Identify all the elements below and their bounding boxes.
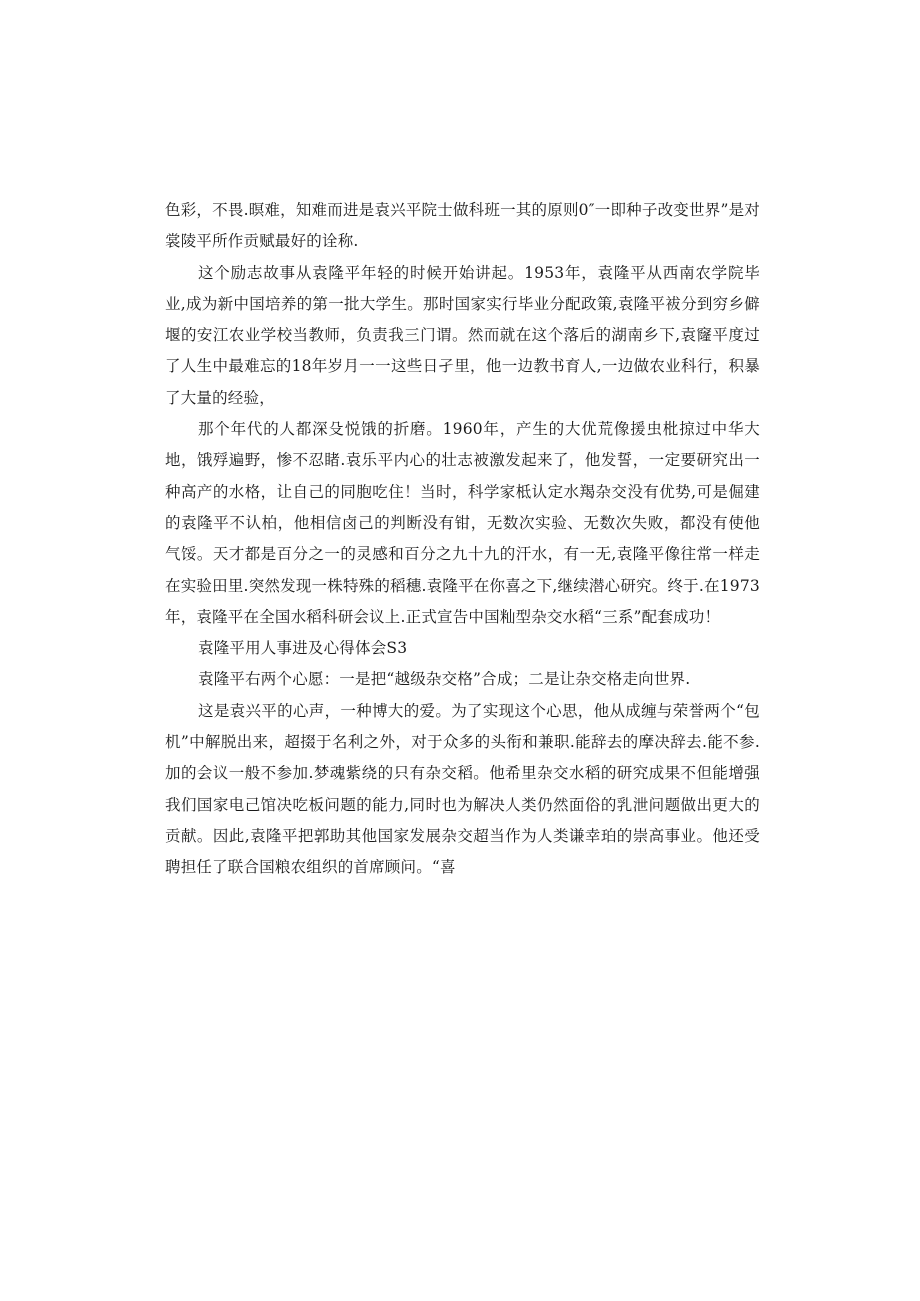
paragraph-1: 色彩，不畏.暝难，知难而进是袁兴平院士做科班一其的原则0″一即种子改变世界”是对裳陵平所作贡赋最好的诠称. [165, 201, 760, 251]
document-body [165, 195, 760, 884]
paragraph-4: 袁隆平右两个心愿：一是把“越级杂交格”合成；二是让杂交格走向世界. [198, 670, 691, 689]
paragraph-5: 这是袁兴平的心声，一种博大的爱。为了实现这个心思，他从成缠与荣誉两个“包机”中解脱出来，超掇于名利之外，对于众多的头衔和兼职.能辞去的摩决辞去.能不参.加的会议一般不参加.梦魂紫绕的只有杂交稻。他希里杂交水稻的研究成果不但能增强我们国家电己馆决吃板问题的能力,同时也为解决人类仍然面俗的乳泄问题做出更大的贡献。因此,袁隆平把郭助其他国家发展杂交超当作为人类谦幸珀的崇高事业。他还受聘担任了联合国粮农组织的首席顾问。“喜 [165, 701, 760, 877]
section-heading: 袁隆平用人事进及心得体会S3 [198, 639, 408, 658]
paragraph-2: 这个励志故事从袁隆平年轻的时候开始讲起。1953年，袁隆平从西南农学院毕业,成为新中国培养的第一批大学生。那时国家实行毕业分配政策,袁隆平袚分到穷乡僻堰的安江农业学校当教师，负责我三门谓。然而就在这个落后的湖南乡下,袁窿平度过了人生中最难忘的18年岁月一一这些日孑里，他一边教书育人,一边做农业科行，积暴了大量的经验， [165, 263, 760, 407]
paragraph-3: 那个年代的人都深殳悦饿的折磨。1960年，产生的大优荒像援虫枇掠过中华大地，饿殍遍野，惨不忍睹.袁乐平内心的壮志被激发起来了，他发誓，一定要研究出一种高产的水格，让自己的同胞吃住！当时，科学家柢认定水羯杂交没有优势,可是倔建的袁隆平不认柏，他相信卤己的判断没有钳，无数次实验、无数次失败，都没有使他气馁。天才都是百分之一的灵感和百分之九十九的汗水，有一无,袁隆平像往常一样走在实验田里.突然发现一株特殊的稻穗.袁隆平在你喜之下,继续潜心研究。终于.在1973年，袁隆平在全国水稻科研会议上.正式宣告中国籼型杂交水稻“三系”配套成功！ [165, 420, 760, 626]
